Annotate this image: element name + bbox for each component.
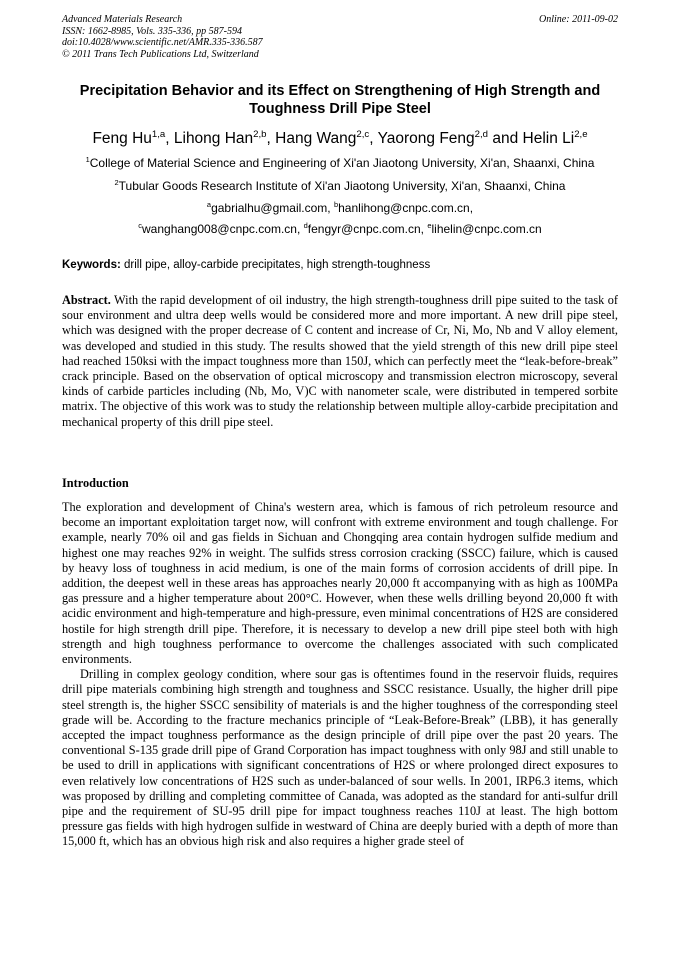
affiliation-2: $^2$Tubular Goods Research Institute of Xi'an Jiaotong University, Xi'an, Shaanxi, China — [114, 178, 566, 193]
email-link[interactable]: hanlihong@cnpc.com.cn, — [338, 201, 474, 215]
email-link[interactable]: wanghang008@cnpc.com.cn, — [142, 222, 301, 236]
paragraph: Drilling in complex geology condition, where sour gas is oftentimes found in the reservoir fluids, requires drill pipe materials combining high strength and toughness and SSCC resistance. Usually, the higher drill pipe steel strength is, the higher SSCC sensibility of materials is and the higher toughness of the corresponding steel grade will be. According to the fracture mechanics principle of “Leak-Before-Break” (LBB), it has generally accepted the impact toughness performance as the design principle of drill pipe over the past 20 years. The conventional S-135 grade drill pipe of Grand Corporation has impact toughness with only 98J and still unable to be used to drill in applications with significant concentrations of H2S or where prolonged direct exposures to even relatively low concentrations of H2S such as under-balanced of sour wells. In 2001, IRP6.3 items, which was proposed by drilling and completing committee of Canada, was adopted as the standard for anti-sulfur drill pipe and the requirement of SU-95 drill pipe for impact toughness reaches 110J at least. The high bottom pressure gas fields with high hydrogen sulfide in westward of China are deeply buried with a depth of more than 15,000 ft, which has an obvious high risk and also requires a higher grade steel of — [62, 667, 618, 849]
journal-header — [62, 14, 618, 60]
journal-name: Advanced Materials Research — [62, 14, 183, 25]
email-link[interactable]: lihelin@cnpc.com.cn — [431, 222, 542, 236]
online-date: Online: 2011-09-02 — [539, 14, 618, 25]
author: Feng Hu$^{1,a}$ — [92, 128, 166, 147]
affiliation-1: $^1$College of Material Science and Engineering of Xi'an Jiaotong University, Xi'an, Shaanxi, China — [85, 155, 595, 170]
author: Yaorong Feng$^{2,d}$ — [377, 128, 489, 147]
paragraph: The exploration and development of China's western area, which is famous of rich petroleum resource and become an important exploitation target now, will confront with extreme environment and tough challenge. For example, nearly 70% oil and gas fields in Sichuan and Chongqing area contain hydrogen sulfide medium and highest one may reaches 92% in weight. The sulfids stress corrosion cracking (SSCC) failure, which is caused by heavy loss of toughness in acid medium, is one of the main forms of corrosion accidents of drill pipe. In addition, the deepest well in these areas has approaches nearly 20,000 ft accompanying with as high as 100MPa gas pressure and a higher temperature about 200°C. However, when these wells drilling beyond 20,000 ft with acidic environment and high-temperature and high-pressure, even minimal concentrations of H2S are considered hostile for high strength drill pipe. Therefore, it is necessary to develop a new drill pipe steel both with high strength and high toughness performance to overcome the challenges associated with such complicated environments. — [62, 500, 618, 667]
abstract-text: With the rapid development of oil industry, the high strength-toughness drill pipe suited to the task of sour environment and ultra deep wells would be considered more and more important. A new drill pipe steel, which was designed with the proper decrease of C content and increase of Cr, Ni, Mo, Nb and V alloy element, was developed and studied in this study. The results showed that the yield strength of this new drill pipe steel had reached 150ksi with the impact toughness more than 150J, which can perfectly meet the “leak-before-break” crack principle. Based on the observation of optical microscopy and transmission electron microscopy, several kinds of carbide particles including (Nb, Mo, V)C with nanometer scale, were distributed in tempered sorbite matrix. The objective of this work was to study the relationship between multiple alloy-carbide precipitation and mechanical property of this drill pipe steel. — [62, 293, 618, 429]
email-link[interactable]: fengyr@cnpc.com.cn, — [307, 222, 424, 236]
keywords — [62, 258, 618, 272]
keywords-label: Keywords: — [62, 259, 121, 271]
author-list: Feng Hu$^{1,a}$, Lihong Han$^{2,b}$, Hang Wang$^{2,c}$, Yaorong Feng$^{2,d}$ and Helin Li$^{2,e}$ — [92, 128, 588, 147]
keywords-text: drill pipe, alloy-carbide precipitates, high strength-toughness — [124, 259, 431, 271]
issn-line: ISSN: 1662-8985, Vols. 335-336, pp 587-594 — [62, 25, 242, 37]
author: Hang Wang$^{2,c}$ — [275, 128, 370, 147]
section-heading-introduction: Introduction — [62, 476, 129, 490]
abstract-label: Abstract. — [62, 293, 111, 307]
copyright-line: © 2011 Trans Tech Publications Ltd, Switzerland — [62, 48, 259, 60]
author: Lihong Han$^{2,b}$ — [173, 128, 267, 147]
author: Helin Li$^{2,e}$ — [522, 128, 588, 147]
abstract — [62, 293, 618, 430]
email-link[interactable]: gabrialhu@gmail.com, — [211, 201, 331, 215]
email-line-2: $^c$wanghang008@cnpc.com.cn, $^d$fengyr@cnpc.com.cn, $^e$lihelin@cnpc.com.cn — [138, 221, 542, 236]
paper-title: Precipitation Behavior and its Effect on Strengthening of High Strength and Toughness Drill Pipe Steel — [79, 83, 601, 117]
email-line-1: $^a$gabrialhu@gmail.com, $^b$hanlihong@cnpc.com.cn, — [206, 200, 474, 215]
doi-line: doi:10.4028/www.scientific.net/AMR.335-336.587 — [62, 37, 263, 48]
introduction-body — [62, 500, 618, 850]
